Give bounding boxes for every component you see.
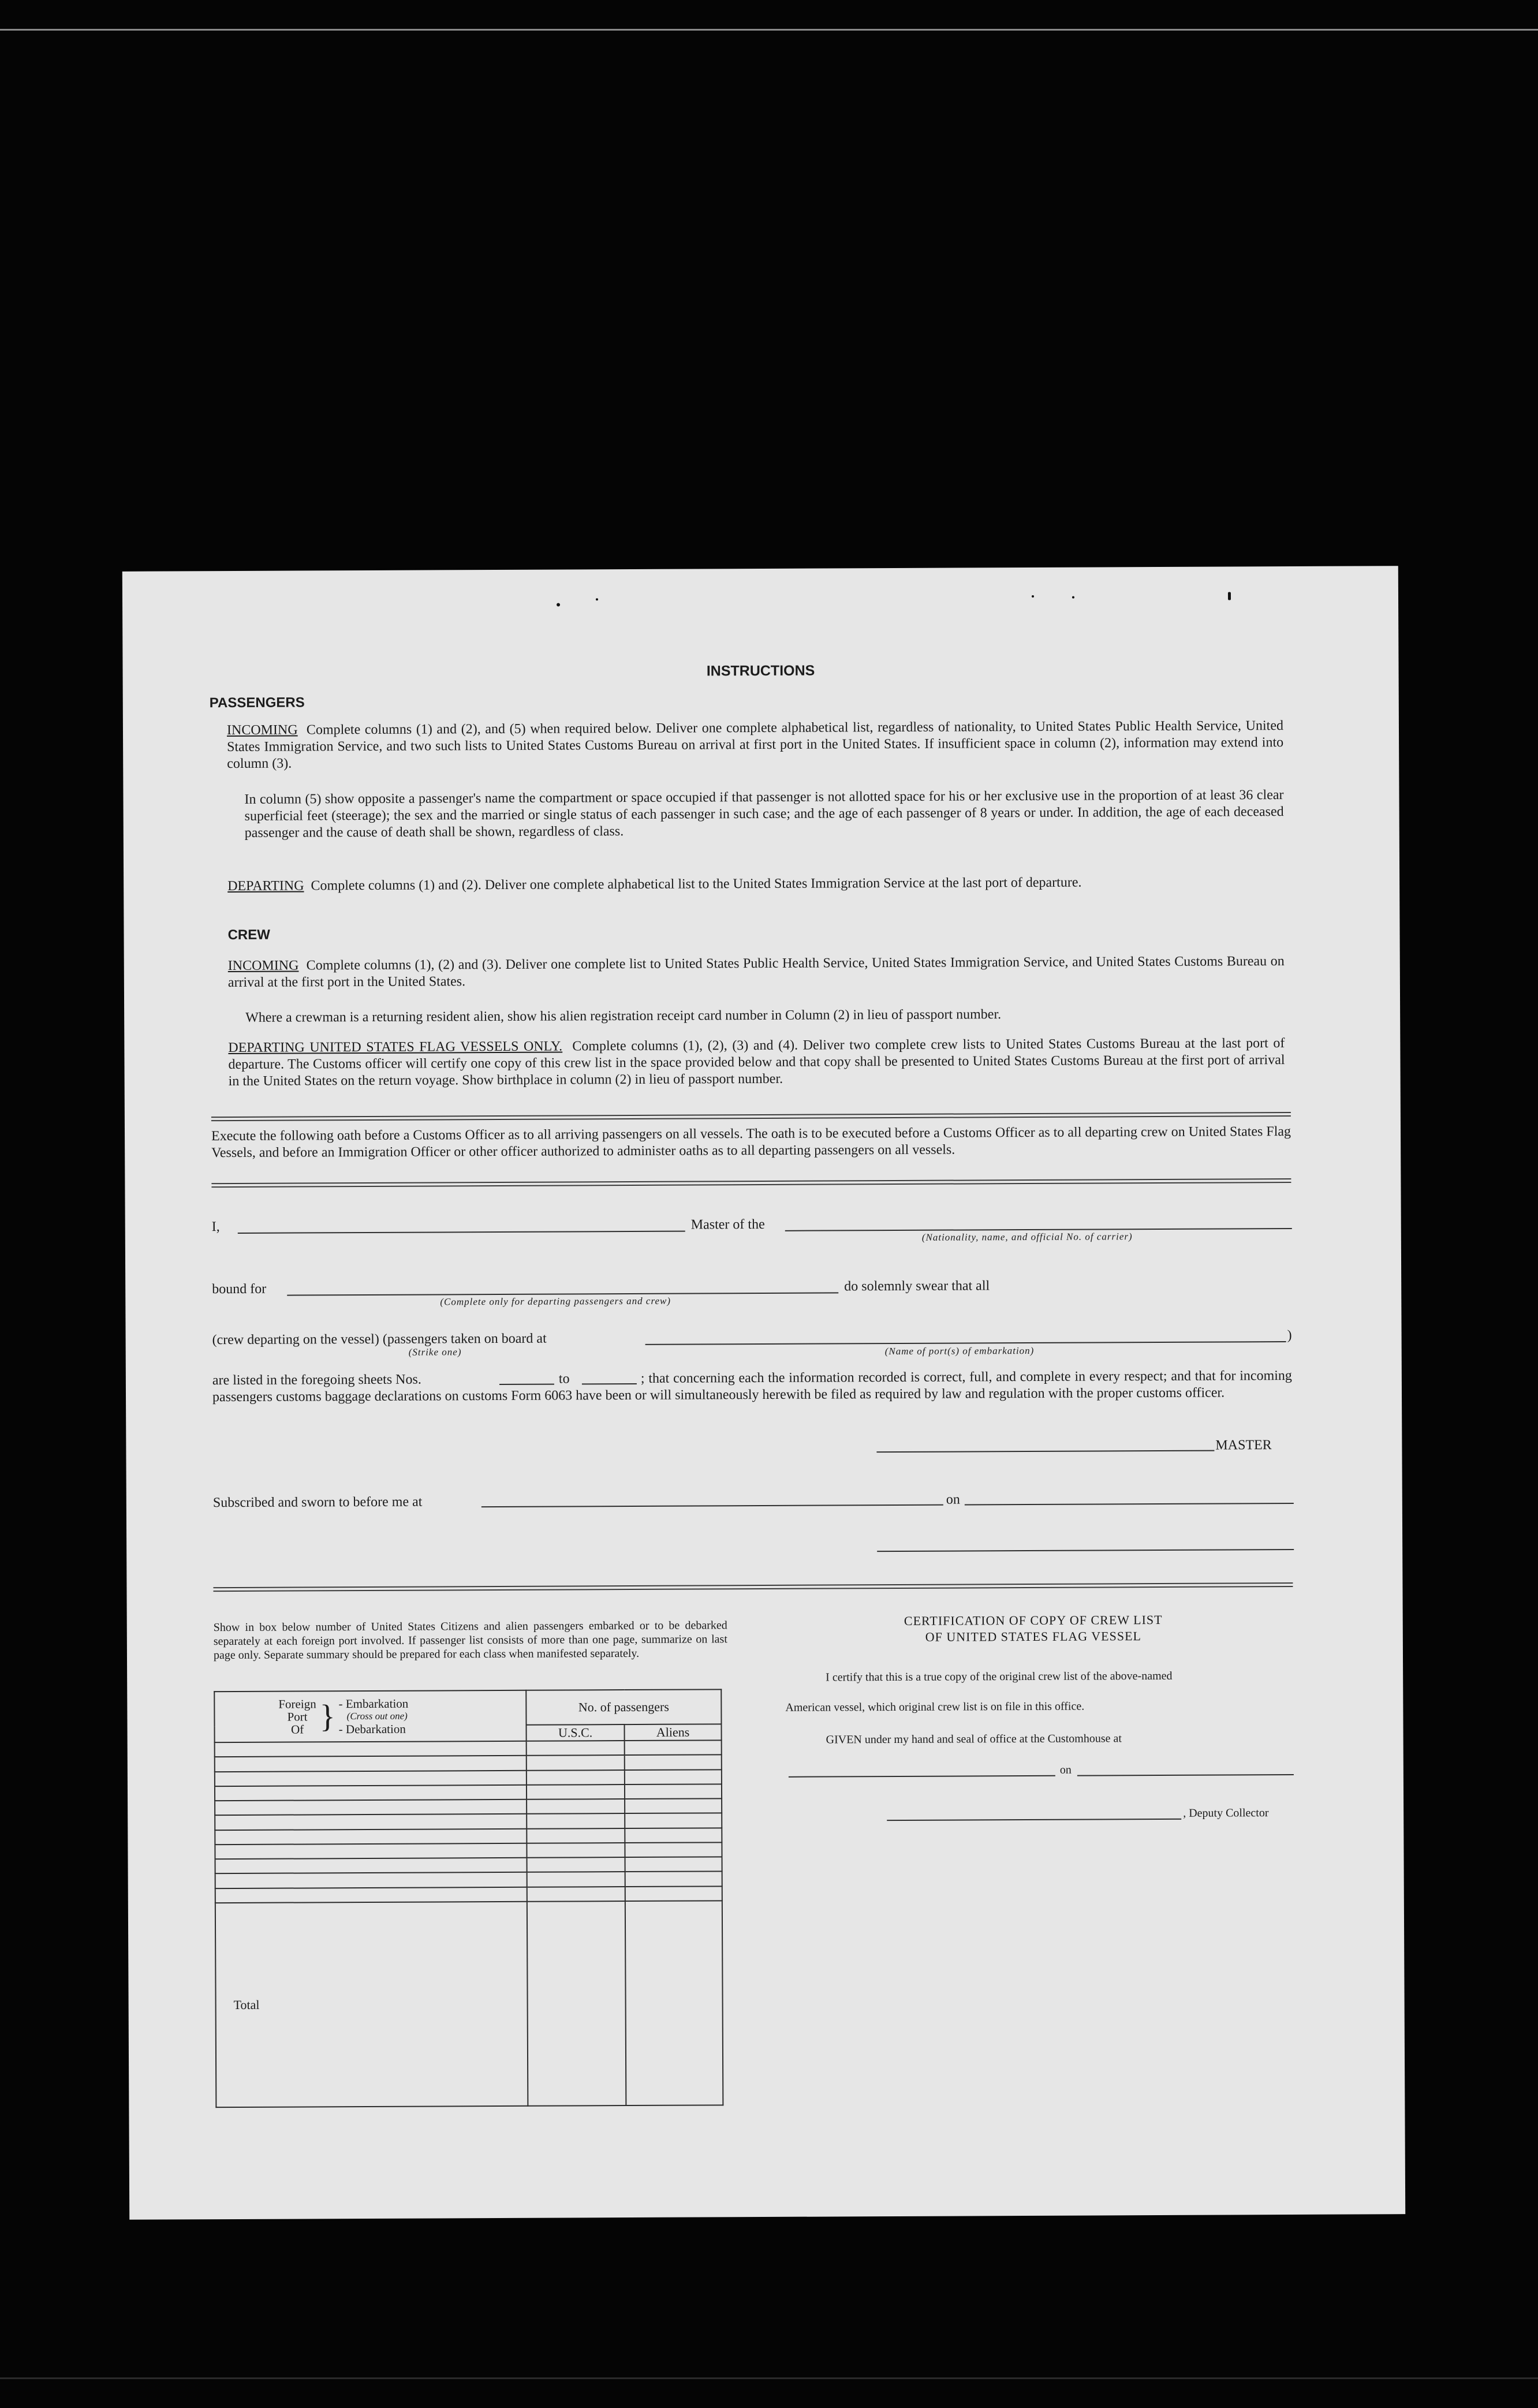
table-cell[interactable] (527, 1857, 625, 1872)
passengers-incoming-paragraph (227, 718, 1283, 772)
table-cell[interactable] (527, 1872, 625, 1887)
master-of-the-label: Master of the (690, 1216, 765, 1233)
foreign-label: Foreign (278, 1697, 316, 1711)
ink-mark (1072, 596, 1074, 599)
form-page (122, 566, 1405, 2220)
embarkation-port-field[interactable] (645, 1341, 1286, 1345)
table-cell[interactable] (625, 1813, 722, 1828)
subscribed-date-field[interactable] (965, 1503, 1294, 1505)
table-row[interactable] (215, 1887, 527, 1903)
table-cell[interactable] (527, 1741, 625, 1756)
table-cell[interactable] (625, 1872, 722, 1887)
table-row[interactable] (215, 1770, 527, 1786)
passengers-departing-paragraph (227, 873, 1284, 895)
embarkation-option[interactable]: - Embarkation (338, 1696, 409, 1711)
crew-departing-text: (crew departing on the vessel) (passengers taken on board at (212, 1331, 547, 1348)
subscribed-label: Subscribed and sworn to before me at (212, 1494, 423, 1511)
crew-incoming-text: Complete columns (1), (2) and (3). Deliver one complete list to United States Public Health Service, United States Immigration Service, and United States Customs Bureau on arrival at the first port in the United States. (227, 954, 1285, 991)
foreign-port-of (278, 1697, 316, 1735)
master-name-field[interactable] (238, 1231, 685, 1234)
table-cell[interactable] (527, 1770, 625, 1785)
officer-signature-field[interactable] (877, 1549, 1294, 1552)
foreign-port-header (214, 1690, 526, 1742)
oath-intro: Execute the following oath before a Customs Officer as to all arriving passengers on all vessels. The oath is to be executed before a Customs Officer as to all departing crew on United States Flag Vessels, and before an Immigration Officer or other officer authorized to administer oaths as to all departing passengers on all vessels. (211, 1124, 1291, 1161)
ink-mark (557, 603, 560, 607)
instructions-title: INSTRUCTIONS (706, 662, 815, 680)
subscribed-on-label: on (946, 1492, 960, 1507)
table-cell[interactable] (527, 1828, 625, 1843)
passengers-heading: PASSENGERS (209, 695, 305, 711)
bound-for-caption: (Complete only for departing passengers and crew) (440, 1295, 671, 1308)
close-paren: ) (1287, 1328, 1292, 1343)
table-row[interactable] (215, 1814, 527, 1830)
table-row[interactable] (215, 1872, 527, 1888)
strike-one-caption: (Strike one) (408, 1346, 462, 1358)
table-row[interactable] (215, 1828, 527, 1845)
crew-alien-paragraph: Where a crewman is a returning resident alien, show his alien registration receipt card number in Column (2) in lieu of passport number. (245, 1007, 1002, 1025)
passengers-departing-text: Complete columns (1) and (2). Deliver one complete alphabetical list to the United States Immigration Service at the last port of departure. (311, 875, 1082, 894)
table-cell[interactable] (527, 1887, 625, 1902)
summary-note: Show in box below number of United States Citizens and alien passengers embarked or to be debarked separately at each foreign port involved. If passenger list consists of more than one page, summarize on last page only. Separate summary should be prepared for each class when manifested separately. (213, 1619, 727, 1662)
certification-on-label: on (1059, 1763, 1072, 1776)
table-row[interactable] (215, 1858, 527, 1874)
total-row-label: Total (215, 1902, 528, 2107)
crew-incoming-paragraph (228, 953, 1285, 991)
ink-mark (1228, 592, 1231, 600)
crew-departing-text: Complete columns (1), (2), (3) and (4). Deliver two complete crew lists to United States Customs Bureau at the last port of departure. The Customs officer will certify one copy of this crew list in the space provided below and that copy shall be presented to United States Customs Bureau at the first port of arrival in the United States on the return voyage. Show birthplace in column (2) in lieu of passport number. (228, 1036, 1285, 1089)
certification-title (774, 1611, 1293, 1646)
passengers-column5-paragraph: In column (5) show opposite a passenger's name the compartment or space occupied if that passenger is not allotted space for his or her exclusive use in the proportion of at least 36 clear superficial feet (steerage); the sex and the married or single status of each passenger in such case; and the age of each passenger of 8 years or under. In addition, the age of each deceased passenger and the cause of death shall be shown, regardless of class. (244, 787, 1284, 841)
passengers-incoming-text: Complete columns (1) and (2), and (5) when required below. Deliver one complete alphabetical list, regardless of nationality, to United States Public Health Service, United States Immigration Service, and two such lists to United States Customs Bureau on arrival at first port in the United States. If insufficient space in column (2), information may extend into column (3). (227, 718, 1284, 772)
brace: } (319, 1698, 335, 1735)
crew-heading: CREW (227, 927, 270, 943)
table-row[interactable] (215, 1741, 527, 1757)
listed-text: ; that concerning each the information recorded is correct, full, and complete in every respect; and that for incoming passengers customs baggage declarations on customs Form 6063 have been or will simultaneously herewith be filed as required by law and regulation with the proper customs officer. (212, 1368, 1292, 1405)
no-of-passengers-header: No. of passengers (526, 1689, 721, 1724)
aliens-header: Aliens (625, 1724, 722, 1741)
table-cell[interactable] (527, 1784, 625, 1800)
table-cell[interactable] (625, 1784, 722, 1799)
table-cell[interactable] (625, 1857, 722, 1872)
table-cell[interactable] (625, 1740, 722, 1755)
table-cell[interactable] (625, 1828, 722, 1843)
carrier-caption: (Nationality, name, and official No. of carrier) (921, 1231, 1133, 1243)
table-row[interactable] (215, 1756, 527, 1772)
table-cell[interactable] (527, 1843, 625, 1858)
scan-top-line (0, 29, 1538, 31)
given-line: GIVEN under my hand and seal of office at the Customhouse at (826, 1732, 1122, 1746)
total-usc-cell[interactable] (527, 1901, 626, 2106)
to-label: to (558, 1371, 570, 1387)
port-label: Port (287, 1709, 308, 1724)
listed-label: are listed in the foregoing sheets Nos. (212, 1372, 421, 1388)
embark-debark-options (339, 1697, 409, 1736)
scan-bottom-line (0, 2377, 1538, 2379)
crew-departing-label: DEPARTING UNITED STATES FLAG VESSELS ONLY. (228, 1039, 563, 1056)
table-cell[interactable] (625, 1798, 722, 1813)
passengers-incoming-label: INCOMING (226, 722, 298, 738)
deputy-signature-field[interactable] (887, 1819, 1181, 1821)
table-cell[interactable] (625, 1769, 722, 1784)
master-label: MASTER (1215, 1438, 1272, 1453)
ink-mark (596, 598, 598, 600)
table-cell[interactable] (527, 1755, 625, 1770)
deputy-collector-label: , Deputy Collector (1183, 1806, 1269, 1820)
certification-title-line1: CERTIFICATION OF COPY OF CREW LIST (904, 1612, 1163, 1628)
table-cell[interactable] (625, 1755, 722, 1770)
usc-header: U.S.C. (527, 1724, 625, 1741)
swear-text: do solemnly swear that all (844, 1278, 990, 1294)
ink-mark (1032, 595, 1034, 598)
master-signature-field[interactable] (876, 1450, 1214, 1453)
bound-for-label: bound for (212, 1281, 267, 1297)
passengers-departing-label: DEPARTING (227, 878, 304, 894)
certify-line1: I certify that this is a true copy of the original crew list of the above-named (826, 1669, 1173, 1684)
subscribed-place-field[interactable] (481, 1504, 943, 1507)
customhouse-field[interactable] (789, 1775, 1055, 1778)
table-row[interactable] (215, 1843, 527, 1860)
table-cell[interactable] (625, 1842, 722, 1857)
table-cell[interactable] (625, 1886, 722, 1901)
cross-out-one-caption: (Cross out one) (346, 1710, 408, 1722)
table-row[interactable] (215, 1785, 527, 1801)
table-cell[interactable] (527, 1813, 625, 1828)
certification-date-field[interactable] (1077, 1774, 1294, 1776)
table-row[interactable] (215, 1800, 527, 1816)
port-caption: (Name of port(s) of embarkation) (884, 1345, 1035, 1357)
certification-title-line2: OF UNITED STATES FLAG VESSEL (925, 1629, 1141, 1644)
oath-i-label: I, (211, 1219, 220, 1235)
crew-departing-paragraph (228, 1035, 1285, 1090)
passenger-summary-table (214, 1689, 723, 2108)
crew-incoming-label: INCOMING (227, 958, 299, 974)
total-aliens-cell[interactable] (625, 1901, 723, 2105)
table-cell[interactable] (527, 1799, 625, 1814)
of-label: Of (291, 1722, 304, 1737)
debarkation-option[interactable]: - Debarkation (338, 1722, 406, 1737)
certify-line2: American vessel, which original crew list is on file in this office. (785, 1700, 1085, 1714)
